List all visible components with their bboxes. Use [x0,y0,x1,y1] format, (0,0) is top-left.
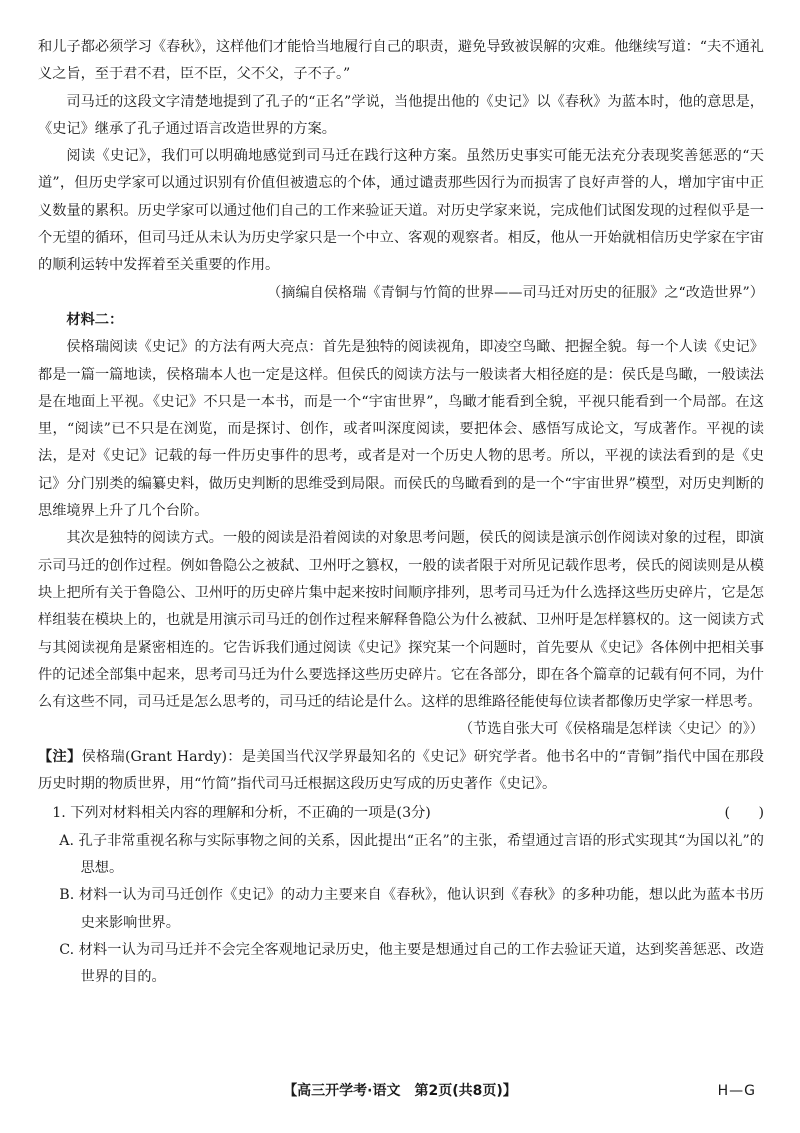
note-tag: 【注】 [38,748,82,765]
footer-page-info: 【高三开学考·语文 第2页(共8页)】 [283,1083,517,1099]
document-page [38,34,764,991]
paragraph-3: 阅读《史记》，我们可以明确地感觉到司马迁在践行这种方案。虽然历史事实可能无法充分表现奖善惩恶的“天道”，但历史学家可以通过识别有价值但被遗忘的个体，通过谴责那些因行为而损害了良好声誉的人，增加宇宙中正义数量的累积。历史学家可以通过他们自己的工作来验证天道。对历史学家来说，完成他们试图发现的过程似乎是一个无望的循环，但司马迁从未认为历史学家只是一个中立、客观的观察者。相反，他从一开始就相信历史学家在宇宙的顺利运转中发挥着至关重要的作用。 [38,148,764,274]
source-citation-1: （摘编自侯格瑞《青铜与竹简的世界——司马迁对历史的征服》之“改造世界”） [267,284,764,301]
page-footer [0,1078,800,1102]
note [38,744,764,799]
answer-blank[interactable]: ( ) [724,805,764,822]
paragraph-2: 司马迁的这段文字清楚地提到了孔子的“正名”学说，当他提出他的《史记》以《春秋》为蓝本时，他的意思是，《史记》继承了孔子通过语言改造世界的方案。 [38,93,764,137]
question-stem: 1. 下列对材料相关内容的理解和分析，不正确的一项是(3分) [52,805,431,822]
note-text: 侯格瑞(Grant Hardy)：是美国当代汉学界最知名的《史记》研究学者。他书名中的“青铜”指代中国在那段历史时期的物质世界，用“竹简”指代司马迁根据这段历史写成的历史著作《史记》。 [38,748,764,793]
option-a[interactable]: A. 孔子非常重视名称与实际事物之间的关系，因此提出“正名”的主张，希望通过言语的形式实现其“为国以礼”的思想。 [59,832,764,876]
paragraph-5: 其次是独特的阅读方式。一般的阅读是沿着阅读的对象思考问题，侯氏的阅读是演示创作阅读对象的过程，即演示司马迁的创作过程。例如鲁隐公之被弑、卫州吁之篡权，一般的读者限于对所见记载作思考，侯氏的阅读则是从模块上把所有关于鲁隐公、卫州吁的历史碎片集中起来按时间顺序排列，思考司马迁为什么选择这些历史碎片，它是怎样组装在模块上的，也就是用演示司马迁的创作过程来解释鲁隐公为什么被弑、卫州吁是怎样篡权的。这一阅读方式与其阅读视角是紧密相连的。它告诉我们通过阅读《史记》探究某一个问题时，首先要从《史记》各体例中把相关事件的记述全部集中起来，思考司马迁为什么要选择这些历史碎片。它在各部分，即在各个篇章的记载有何不同，为什么有这些不同，司马迁是怎么思考的，司马迁的结论是什么。这样的思维路径能使每位读者都像历史学家一样思考。 [38,530,764,711]
question-1 [38,800,764,991]
paragraph-1: 和儿子都必须学习《春秋》，这样他们才能恰当地履行自己的职责，避免导致被误解的灾难。他继续写道：“夫不通礼义之旨，至于君不君，臣不臣，父不父，子不子。” [38,39,764,83]
option-b[interactable]: B. 材料一认为司马迁创作《史记》的动力主要来自《春秋》，他认识到《春秋》的多种功能，想以此为蓝本书历史来影响世界。 [59,887,764,931]
paragraph-4: 侯格瑞阅读《史记》的方法有两大亮点：首先是独特的阅读视角，即凌空鸟瞰、把握全貌。每一个人读《史记》都是一篇一篇地读，侯格瑞本人也一定是这样。但侯氏的阅读方法与一般读者大相径庭的是：侯氏是鸟瞰，一般读法是在地面上平视。《史记》不只是一本书，而是一个“宇宙世界”，鸟瞰才能看到全貌，平视只能看到一个局部。在这里，“阅读”已不只是在浏览，而是探讨、创作，或者叫深度阅读，要把体会、感悟写成论文，写成著作。平视的读法，是对《史记》记载的每一件历史事件的思考，或者是对一个历史人物的思考。所以，平视的读法看到的是《史记》分门别类的编纂史料，做历史判断的思维受到局限。而侯氏的鸟瞰看到的是一个“宇宙世界”模型，对历史判断的思维境界上升了几个台阶。 [38,339,764,520]
footer-code: H—G [717,1083,756,1099]
option-c[interactable]: C. 材料一认为司马迁并不会完全客观地记录历史，他主要是想通过自己的工作去验证天道，达到奖善惩恶、改造世界的目的。 [59,941,764,986]
source-citation-2: （节选自张大可《侯格瑞是怎样读〈史记〉的》） [458,721,764,738]
material-2-heading: 材料二： [66,311,124,328]
